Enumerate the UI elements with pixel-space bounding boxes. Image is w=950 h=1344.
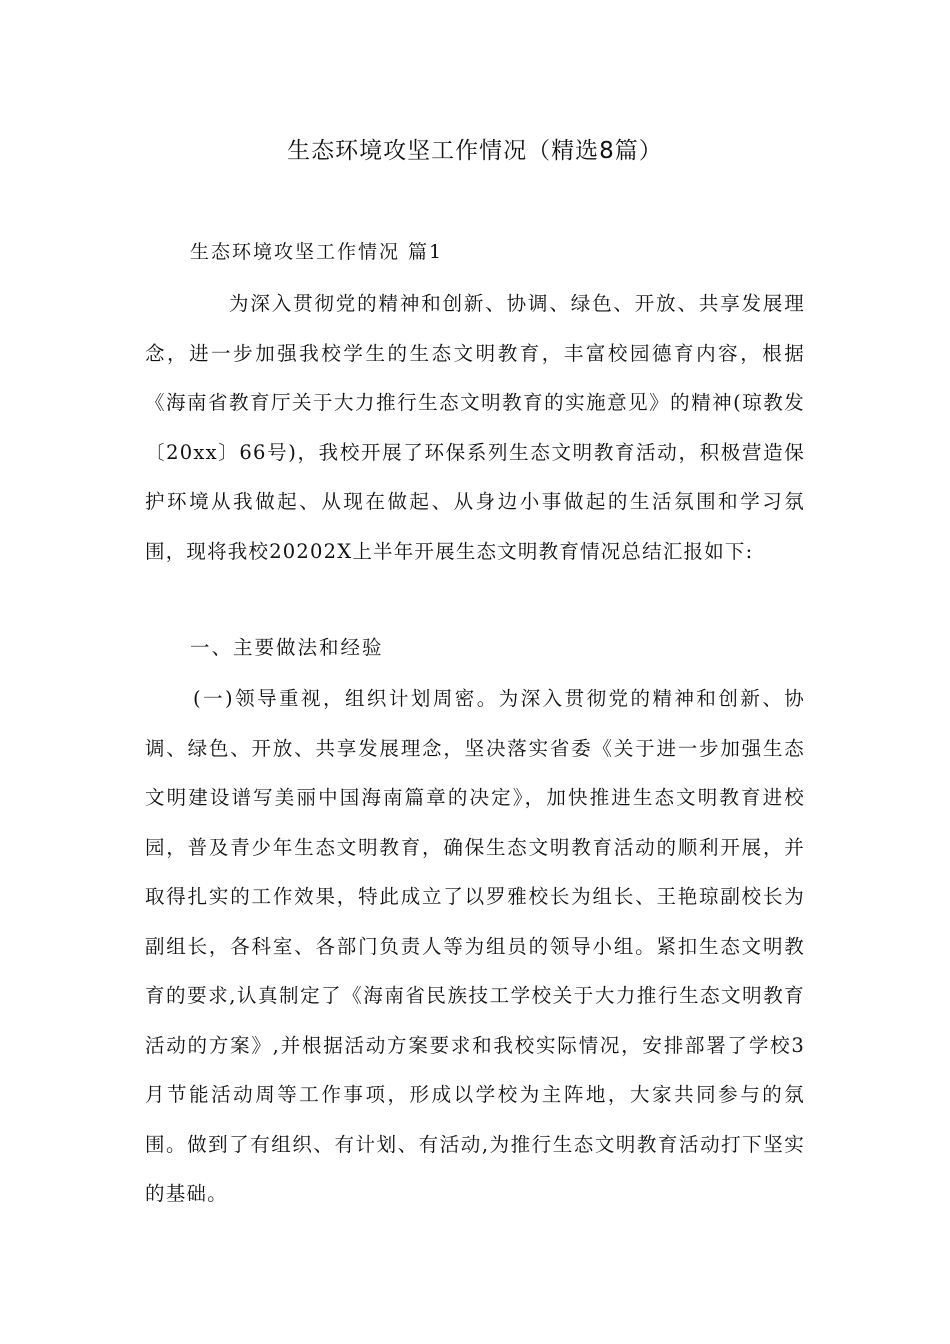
body-paragraph-1: 为深入贯彻党的精神和创新、协调、绿色、开放、共享发展理念，进一步加强我校学生的生态文明教育，丰富校园德育内容，根据《海南省教育厅关于大力推行生态文明教育的实施意见》的精神(琼教发〔20xx〕66号)，我校开展了环保系列生态文明教育活动，积极营造保护环境从我做起、从现在做起、从身边小事做起的生活氛围和学习氛围，现将我校20202X上半年开展生态文明教育情况总结汇报如下: (145, 292, 805, 563)
subheading-main-practices: 一、主要做法和经验 (190, 636, 384, 659)
body-paragraph-2: (一)领导重视，组织计划周密。为深入贯彻党的精神和创新、协调、绿色、开放、共享发展理念，坚决落实省委《关于进一步加强生态文明建设谱写美丽中国海南篇章的决定》，加快推进生态文明教育进校园，普及青少年生态文明教育，确保生态文明教育活动的顺利开展，并取得扎实的工作效果，特此成立了以罗雅校长为组长、王艳琼副校长为副组长，各科室、各部门负责人等为组员的领导小组。紧扣生态文明教育的要求,认真制定了《海南省民族技工学校关于大力推行生态文明教育活动的方案》,并根据活动方案要求和我校实际情况，安排部署了学校3月节能活动周等工作事项，形成以学校为主阵地，大家共同参与的氛围。做到了有组织、有计划、有活动,为推行生态文明教育活动打下坚实的基础。 (145, 687, 806, 1205)
document-title: 生态环境攻坚工作情况（精选8篇） (287, 138, 663, 164)
section-heading: 生态环境攻坚工作情况 篇1 (190, 241, 444, 263)
